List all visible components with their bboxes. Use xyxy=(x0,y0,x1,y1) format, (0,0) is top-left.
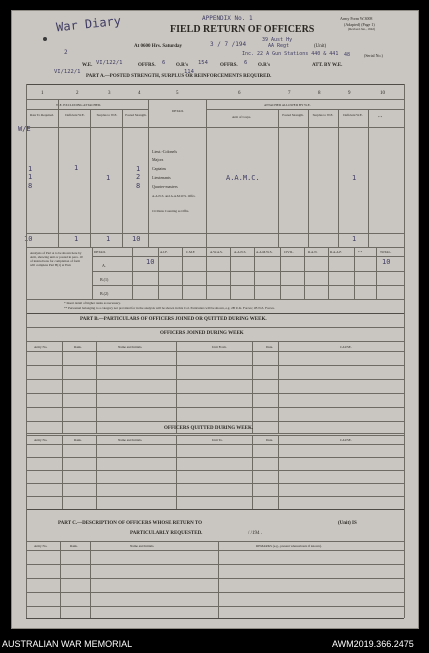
hand-rate-2: 1 xyxy=(28,173,33,181)
detail-row-b1: B.(1) xyxy=(100,277,109,282)
hand-surplus: 1 xyxy=(106,174,111,182)
quitted-head-cause: CAUSE. xyxy=(340,438,352,442)
col-number-6: 6 xyxy=(238,91,241,96)
head-other: * * xyxy=(378,115,383,119)
detail-head-aif: A.I.F. xyxy=(160,250,168,254)
col-number-7: 7 xyxy=(288,91,291,96)
form-title: FIELD RETURN OF OFFICERS xyxy=(170,24,315,35)
detail-row-a: A. xyxy=(102,263,106,268)
unit-hand-2: AA Regt xyxy=(268,43,290,49)
quitted-head-unit: Unit To. xyxy=(212,438,223,442)
col-number-10: 10 xyxy=(380,91,385,96)
head-surplus-att: Surplus to W.E. xyxy=(312,113,334,117)
total-2: 1 xyxy=(74,235,79,243)
footer-credit: AUSTRALIAN WAR MEMORIAL xyxy=(2,639,133,649)
joined-head-name: Name and Initials. xyxy=(118,345,143,349)
detail-head-awas: A.W.A.S. xyxy=(210,250,223,254)
hand-rate-1: 1 xyxy=(28,165,33,173)
detail-head-cmf: C.M.F. xyxy=(186,250,196,254)
serial-label: (Serial No.) xyxy=(364,53,383,58)
form-revised: (Revised Jan., 1942) xyxy=(348,27,376,31)
joined-head-rank: Rank. xyxy=(74,345,82,349)
part-c-title-1: PART C.—DESCRIPTION OF OFFICERS WHOSE RETURN TO xyxy=(58,521,203,526)
hand-rate-3: 8 xyxy=(28,182,33,190)
detail-head-aamws: A.A.M.W.S. xyxy=(256,250,273,254)
rank-civilians: Civilians Counting as Offrs. xyxy=(152,209,190,213)
head-deficient: Deficient W.E. xyxy=(65,113,85,117)
offrs-label-2: OFFRS. xyxy=(220,63,238,68)
att-label: ATT. BY W.E. xyxy=(312,63,343,68)
form-adapted: (Adapted) (Page 1) xyxy=(344,22,375,27)
col-number-1: 1 xyxy=(41,91,44,96)
part-c-head-army-no: Army No. xyxy=(34,544,48,548)
ors-label-2: O.R's xyxy=(258,63,271,68)
return-date: 3 / 7 /194 xyxy=(210,41,247,48)
rank-lieutenants: Lieutenants xyxy=(152,175,171,180)
rank-lieut-colonels: Lieut.-Colonels xyxy=(152,149,177,154)
part-c-head-remarks: REMARKS (e.g., present whereabouts if known). xyxy=(256,544,322,548)
handwritten-title: War Diary xyxy=(55,13,122,35)
detail-head-other: * * xyxy=(358,250,363,254)
part-c-unit-is: (Unit) IS xyxy=(338,521,357,526)
appendix-note: APPENDIX No. 1 xyxy=(202,15,253,22)
part-c-head-rank: Rank. xyxy=(70,544,78,548)
rank-captains: Captains xyxy=(152,166,166,171)
col-number-9: 9 xyxy=(348,91,351,96)
detail-head-detail: DETAIL xyxy=(94,250,106,254)
part-c-head-name: Name and Initials. xyxy=(130,544,155,548)
total-3: 1 xyxy=(106,235,111,243)
col-number-5: 5 xyxy=(176,91,179,96)
part-b-title: PART B.—PARTICULARS OF OFFICERS JOINED OR QUITTED DURING WEEK. xyxy=(80,317,267,322)
offrs-label: OFFRS. xyxy=(138,63,156,68)
we-excluding-heading: W.E. EXCLUDING ATTACHED. xyxy=(56,103,102,107)
hand-deficient: 1 xyxy=(74,164,79,172)
we-hand: VI/122/1 xyxy=(96,60,123,66)
footnote-1: * Insert detail of higher ranks as necessary. xyxy=(64,301,121,305)
detail-hand-total: 10 xyxy=(382,258,391,266)
hand-posted-3: 8 xyxy=(136,182,141,190)
footnote-2: ** Personnel belonging to a category not provided for in the analysis will be shown in this Col. Particulars will be shown, e.g. 2B U.K. Forces; 1B N.Z. Forces. xyxy=(64,306,275,310)
hand-posted-2: 2 xyxy=(136,173,141,181)
head-deficient-att: Deficient W.E. xyxy=(343,113,363,117)
joined-head-unit: Unit From. xyxy=(212,345,227,349)
unit-label: (Unit) xyxy=(314,44,327,49)
detail-row-b2: B.(2) xyxy=(100,291,109,296)
ors-hand-1: 154 xyxy=(198,60,208,66)
hand-deficient-att: 1 xyxy=(352,174,357,182)
col-number-2: 2 xyxy=(76,91,79,96)
offrs-hand-1: 6 xyxy=(162,60,166,66)
offrs-hand-2: 6 xyxy=(244,60,248,66)
form-number: Army Form W.3008 xyxy=(340,16,373,21)
serial-hand: 48 xyxy=(344,52,351,58)
detail-head-aans: A.A.N.S. xyxy=(234,250,247,254)
rank-majors: Majors xyxy=(152,157,164,162)
analysis-label: Analysis of Part A to be shown here by Arm, showing unit or posted in para. 10 of instructions for completion of form will complete Part B(1) at End. xyxy=(30,251,83,267)
form-sheet xyxy=(12,11,418,628)
joined-title: OFFICERS JOINED DURING WEEK xyxy=(160,331,244,336)
total-4: 10 xyxy=(132,235,141,243)
joined-head-cause: CAUSE. xyxy=(340,345,352,349)
head-posted: Posted Strength. xyxy=(125,113,147,117)
detail-head-raaf: R.A.A.F. xyxy=(330,250,342,254)
quitted-title: OFFICERS QUITTED DURING WEEK. xyxy=(164,426,254,431)
hand-we-mark: W/E xyxy=(18,125,31,133)
head-surplus: Surplus to W.E. xyxy=(96,113,118,117)
we-hand-2: VI/122/1 xyxy=(54,69,81,75)
col-number-4: 4 xyxy=(138,91,141,96)
hand-posted-1: 1 xyxy=(136,165,141,173)
col-number-3: 3 xyxy=(108,91,111,96)
quitted-head-date: Date. xyxy=(266,438,274,442)
detail-head-ran: R.A.N. xyxy=(308,250,318,254)
detail-hand-aif: 10 xyxy=(146,258,155,266)
ors-hand-2: 114 xyxy=(184,69,194,75)
head-posted-att: Posted Strength. xyxy=(282,113,304,117)
year-hand: 2 xyxy=(64,49,68,56)
at-line: At 0600 Hrs. Saturday xyxy=(134,44,183,49)
part-a-title: PART A.—POSTED STRENGTH, SURPLUS OR REINFORCEMENTS REQUIRED. xyxy=(86,74,272,79)
total-1: 10 xyxy=(24,235,33,243)
detail-head-civil: CIVIL. xyxy=(284,250,294,254)
col-number-8: 8 xyxy=(318,91,321,96)
hole-mark xyxy=(43,37,47,41)
attached-allowed-heading: ATTACHED ALLOWED BY W.E. xyxy=(264,103,311,107)
head-arm-corps: Arm of Corps. xyxy=(232,115,252,119)
detail-head-total: TOTAL. xyxy=(380,250,392,254)
hand-arm-corps: A.A.M.C. xyxy=(226,174,260,182)
quitted-head-rank: Rank. xyxy=(74,438,82,442)
rank-aans: A.A.N.S. and A.A.M.W.S. Offrs. xyxy=(152,194,196,198)
total-9: 1 xyxy=(352,235,357,243)
head-detail: DETAIL xyxy=(172,109,184,113)
part-c-date: / /194 . xyxy=(248,531,263,536)
joined-head-army-no: Army No. xyxy=(34,345,48,349)
we-label: W.E. xyxy=(82,63,93,68)
quitted-head-name: Name and Initials. xyxy=(118,438,143,442)
ors-label: O.R's xyxy=(176,63,189,68)
unit-hand-3: Inc. 22 A Gun Stations 440 & 441 xyxy=(242,51,339,57)
head-rate-required: Rate To Required. xyxy=(30,113,54,117)
quitted-head-army-no: Army No. xyxy=(34,438,48,442)
unit-hand-1: 39 Aust Hy xyxy=(262,37,293,43)
joined-head-date: Date. xyxy=(266,345,274,349)
footer-accession: AWM2019.366.2475 xyxy=(332,639,414,649)
part-c-title-2: PARTICULARLY REQUESTED. xyxy=(130,531,203,536)
rank-quartermasters: Quarter-masters xyxy=(152,184,178,189)
